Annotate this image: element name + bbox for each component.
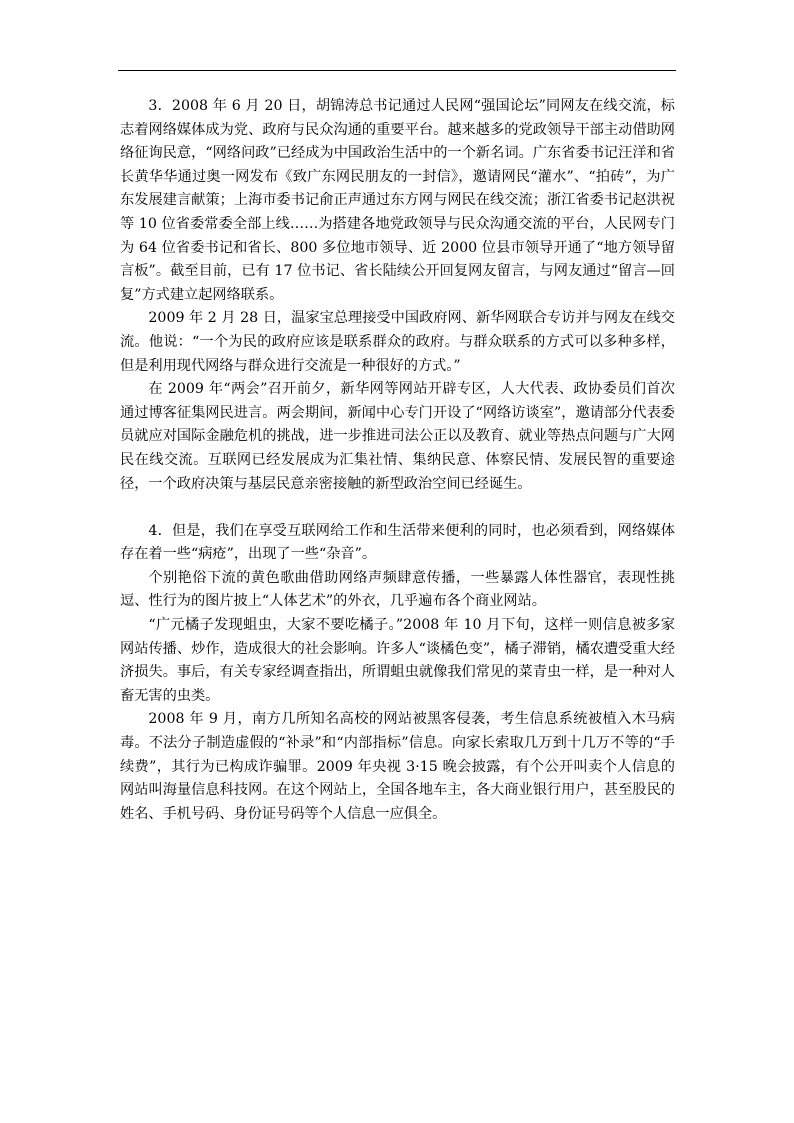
paragraph-vulgar-content: 个别艳俗下流的黄色歌曲借助网络声频肆意传播，一些暴露人体性器官，表现性挑逗、性行为的图片披上“人体艺术”的外衣，几乎遍布各个商业网站。 xyxy=(120,569,675,610)
document-body xyxy=(120,95,675,826)
header-rule xyxy=(118,70,676,71)
paragraph-gap xyxy=(120,496,675,520)
paragraph-orange-rumor: “广元橘子发现蛆虫，大家不要吃橘子。”2008 年 10 月下旬，这样一则信息被多家网站传播、炒作，造成很大的社会影响。许多人“谈橘色变”，橘子滞销，橘农遭受重大经济损失。事后，有关专家经调查指出，所谓蛆虫就像我们常见的菜青虫一样，是一种对人畜无害的虫类。 xyxy=(120,617,675,704)
paragraph-premier-interview: 2009 年 2 月 28 日，温家宝总理接受中国政府网、新华网联合专访并与网友在线交流。他说：“一个为民的政府应该是联系群众的政府。与群众联系的方式可以多种多样，但是利用现代网络与群众进行交流是一种很好的方式。” xyxy=(120,310,675,374)
paragraph-hacker-fraud: 2008 年 9 月，南方几所知名高校的网站被黑客侵袭，考生信息系统被植入木马病毒。不法分子制造虚假的“补录”和“内部指标”信息。向家长索取几万到十几万不等的“手续费”，其行为已构成诈骗罪。2009 年央视 3·15 晚会披露，有个公开叫卖个人信息的网站叫海量信息科技网。在这个网站上，全国各地车主，各大商业银行用户，甚至股民的姓名、手机号码、身份证号码等个人信息一应俱全。 xyxy=(120,711,675,822)
paragraph-online-exchange: 3．2008 年 6 月 20 日，胡锦涛总书记通过人民网“强国论坛”同网友在线交流，标志着网络媒体成为党、政府与民众沟通的重要平台。越来越多的党政领导干部主动借助网络征询民意，“网络问政”已经成为中国政治生活中的一个新名词。广东省委书记汪洋和省长黄华华通过奥一网发布《致广东网民朋友的一封信》，邀请网民“灌水”、“拍砖”，为广东发展建言献策；上海市委书记俞正声通过东方网与网民在线交流；浙江省委书记赵洪祝等 10 位省委常委全部上线……为搭建各地党政领导与民众沟通交流的平台，人民网专门为 64 位省委书记和省长、800 多位地市领导、近 2000 位县市领导开通了“地方领导留言板”。截至目前，已有 17 位书记、省长陆续公开回复网友留言，与网友通过“留言—回复”方式建立起网络联系。 xyxy=(120,98,675,303)
paragraph-two-sessions: 在 2009 年“两会”召开前夕，新华网等网站开辟专区，人大代表、政协委员们首次通过博客征集网民进言。两会期间，新闻中心专门开设了“网络访谈室”，邀请部分代表委员就应对国际金融危机的挑战，进一步推进司法公正以及教育、就业等热点问题与广大网民在线交流。互联网已经发展成为汇集社情、集纳民意、体察民情、发展民智的重要途径，一个政府决策与基层民意亲密接触的新型政治空间已经诞生。 xyxy=(120,381,675,492)
paragraph-network-problems: 4．但是，我们在享受互联网给工作和生活带来便利的同时，也必须看到，网络媒体存在着一些“病疮”，出现了一些“杂音”。 xyxy=(120,522,675,563)
